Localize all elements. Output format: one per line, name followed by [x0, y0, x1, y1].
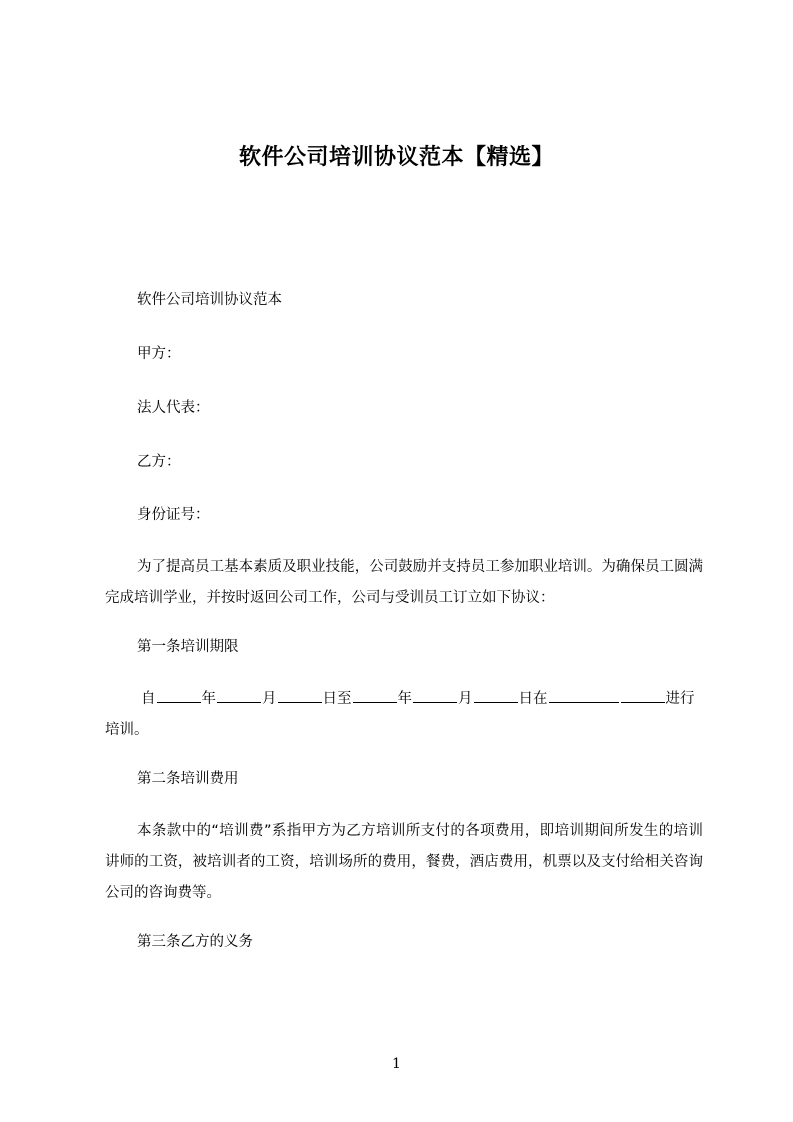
- party-a-label: 甲方：: [137, 346, 181, 362]
- year-text-2: 年: [397, 691, 412, 707]
- month-text-1: 月: [262, 691, 277, 707]
- agreement-subtitle: 软件公司培训协议范本: [137, 292, 282, 308]
- legal-representative-label: 法人代表：: [137, 400, 210, 416]
- day-at-text: 日在: [518, 691, 548, 707]
- start-day-blank: [278, 688, 322, 703]
- article-3-heading: 第三条乙方的义务: [137, 934, 253, 950]
- day-to-text: 日至: [322, 691, 352, 707]
- date-from-text: 自: [141, 691, 156, 707]
- article-2-heading: 第二条培训费用: [137, 771, 239, 787]
- document-title: 软件公司培训协议范本【精选】: [238, 145, 554, 170]
- start-month-blank: [217, 688, 261, 703]
- page-number: 1: [392, 1056, 401, 1072]
- training-text: 培训。: [105, 722, 149, 738]
- end-day-blank: [474, 688, 518, 703]
- end-month-blank: [413, 688, 457, 703]
- article-1-date-paragraph: [105, 684, 703, 746]
- location-blank-2: [621, 688, 665, 703]
- year-text-1: 年: [201, 691, 216, 707]
- end-year-blank: [353, 688, 397, 703]
- article-2-paragraph: 本条款中的“培训费”系指甲方为乙方培训所支付的各项费用，即培训期间所发生的培训讲师的工资，被培训者的工资，培训场所的费用，餐费，酒店费用，机票以及支付给相关咨询公司的咨询费等。: [105, 823, 703, 901]
- intro-paragraph: 为了提高员工基本素质及职业技能，公司鼓励并支持员工参加职业培训。为确保员工圆满完成培训学业，并按时返回公司工作，公司与受训员工订立如下协议：: [105, 559, 703, 606]
- month-text-2: 月: [458, 691, 473, 707]
- start-year-blank: [157, 688, 201, 703]
- party-b-label: 乙方：: [137, 454, 181, 470]
- conduct-text: 进行: [665, 691, 695, 707]
- location-blank: [549, 688, 619, 703]
- article-1-heading: 第一条培训期限: [137, 639, 239, 655]
- id-number-label: 身份证号：: [137, 507, 210, 523]
